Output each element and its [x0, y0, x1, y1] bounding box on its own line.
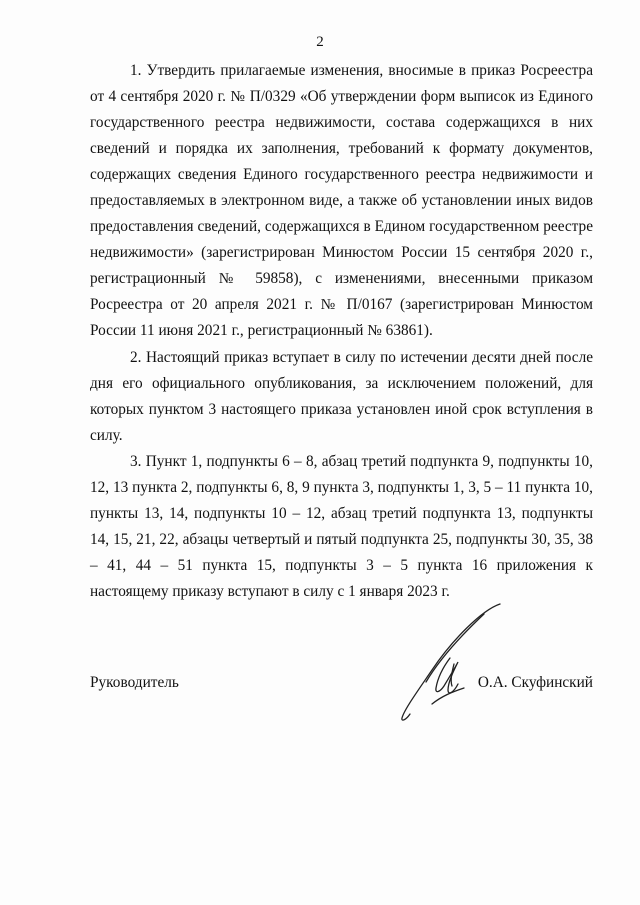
paragraph-2: 2. Настоящий приказ вступает в силу по истечении десяти дней после дня его официального опубликования, за исключением положений, для которых пунктом 3 настоящего приказа установлен иной срок вступления в силу. — [90, 348, 593, 444]
paragraph-1: 1. Утвердить прилагаемые изменения, вносимые в приказ Росреестра от 4 сентября 2020 г. № П/0329 «Об утверждении форм выписок из Единого государственного реестра недвижимости, состава содержащихся в них сведений и порядка их заполнения, требований к формату документов, содержащих сведения Единого государственного реестра недвижимости и предоставляемых в электронном виде, а также об установлении иных видов предоставления сведений, содержащихся в Едином государственном реестре недвижимости» (зарегистрирован Минюстом России 15 сентября 2020 г., регистрационный № 59858), с изменениями, внесенными приказом Росреестра от 20 апреля 2021 г. № П/0167 (зарегистрирован Минюстом России 11 июня 2021 г., регистрационный № 63861). — [90, 62, 593, 340]
paragraph-3: 3. Пункт 1, подпункты 6 – 8, абзац третий подпункта 9, подпункты 10, 12, 13 пункта 2, подпункты 6, 8, 9 пункта 3, подпункты 1, 3, 5 – 11 пункта 10, пункты 13, 14, подпункты 10 – 12, абзац третий подпункта 13, подпункты 14, 15, 21, 22, абзацы четвертый и пятый подпункта 25, подпункты 30, 35, 38 – 41, 44 – 51 пункта 15, подпункты 3 – 5 пункта 16 приложения к настоящему приказу вступают в силу с 1 января 2023 г. — [90, 452, 593, 600]
document-body — [90, 58, 593, 605]
signature-row — [90, 674, 593, 692]
handwritten-signature — [392, 600, 502, 725]
signatory-name: О.А. Скуфинский — [477, 674, 593, 691]
page-number: 2 — [316, 34, 324, 50]
signatory-position: Руководитель — [90, 674, 179, 691]
